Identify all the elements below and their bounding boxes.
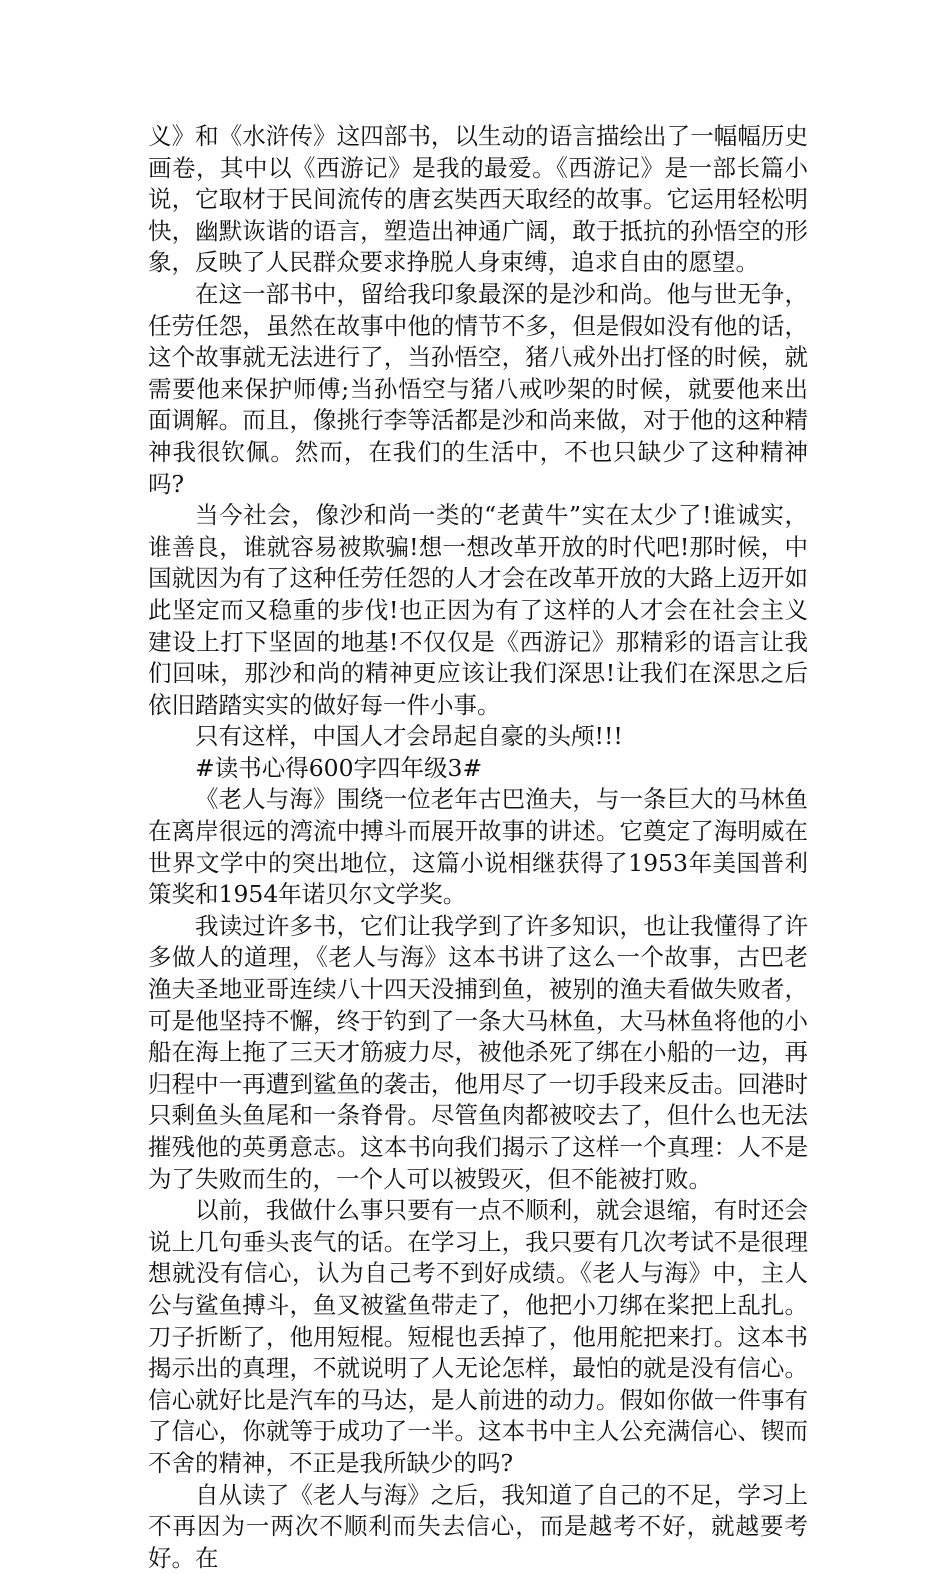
paragraph-1-continued: 义》和《水浒传》这四部书，以生动的语言描绘出了一幅幅历史画卷，其中以《西游记》是我的最爱。《西游记》是一部长篇小说，它取材于民间流传的唐玄奘西天取经的故事。它运用轻松明快，幽默诙谐的语言，塑造出神通广阔，敢于抵抗的孙悟空的形象，反映了人民群众要求挣脱人身束缚，追求自由的愿望。 bbox=[148, 122, 808, 277]
paragraph-4: 只有这样，中国人才会昂起自豪的头颅!!! bbox=[195, 722, 623, 751]
document-body bbox=[148, 121, 808, 1574]
paragraph-6: 我读过许多书，它们让我学到了许多知识，也让我懂得了许多做人的道理，《老人与海》这本书讲了这么一个故事，古巴老渔夫圣地亚哥连续八十四天没捕到鱼，被别的渔夫看做失败者，可是他坚持不懈，终于钓到了一条大马林鱼，大马林鱼将他的小船在海上拖了三天才筋疲力尽，被他杀死了绑在小船的一边，再归程中一再遭到鲨鱼的袭击，他用尽了一切手段来反击。回港时只剩鱼头鱼尾和一条脊骨。尽管鱼肉都被咬去了，但什么也无法摧残他的英勇意志。这本书向我们揭示了这样一个真理：人不是为了失败而生的，一个人可以被毁灭，但不能被打败。 bbox=[148, 911, 808, 1193]
paragraph-2: 在这一部书中，留给我印象最深的是沙和尚。他与世无争，任劳任怨，虽然在故事中他的情节不多，但是假如没有他的话，这个故事就无法进行了，当孙悟空，猪八戒外出打怪的时候，就需要他来保护师傅;当孙悟空与猪八戒吵架的时候，就要他来出面调解。而且，像挑行李等活都是沙和尚来做，对于他的这种精神我很钦佩。然而，在我们的生活中，不也只缺少了这种精神吗? bbox=[148, 279, 808, 498]
paragraph-5: 《老人与海》围绕一位老年古巴渔夫，与一条巨大的马林鱼在离岸很远的湾流中搏斗而展开故事的讲述。它奠定了海明威在世界文学中的突出地位，这篇小说相继获得了1953年美国普利策奖和1954年诺贝尔文学奖。 bbox=[148, 785, 808, 909]
paragraph-8: 自从读了《老人与海》之后，我知道了自己的不足，学习上不再因为一两次不顺利而失去信心，而是越考不好，就越要考好。在 bbox=[148, 1480, 808, 1572]
paragraph-7: 以前，我做什么事只要有一点不顺利，就会退缩，有时还会说上几句垂头丧气的话。在学习上，我只要有几次考试不是很理想就没有信心，认为自己考不到好成绩。《老人与海》中，主人公与鲨鱼搏斗，鱼叉被鲨鱼带走了，他把小刀绑在桨把上乱扎。刀子折断了，他用短棍。短棍也丢掉了，他用舵把来打。这本书揭示出的真理，不就说明了人无论怎样，最怕的就是没有信心。信心就好比是汽车的马达，是人前进的动力。假如你做一件事有了信心，你就等于成功了一半。这本书中主人公充满信心、锲而不舍的精神，不正是我所缺少的吗? bbox=[148, 1196, 808, 1477]
paragraph-3: 当今社会，像沙和尚一类的“老黄牛”实在太少了!谁诚实，谁善良，谁就容易被欺骗!想一想改革开放的时代吧!那时候，中国就因为有了这种任劳任怨的人才会在改革开放的大路上迈开如此坚定而又稳重的步伐!也正因为有了这样的人才会在社会主义建设上打下坚固的地基!不仅仅是《西游记》那精彩的语言让我们回味，那沙和尚的精神更应该让我们深思!让我们在深思之后依旧踏踏实实的做好每一件小事。 bbox=[148, 501, 808, 719]
section-heading: #读书心得600字四年级3# bbox=[195, 753, 483, 782]
